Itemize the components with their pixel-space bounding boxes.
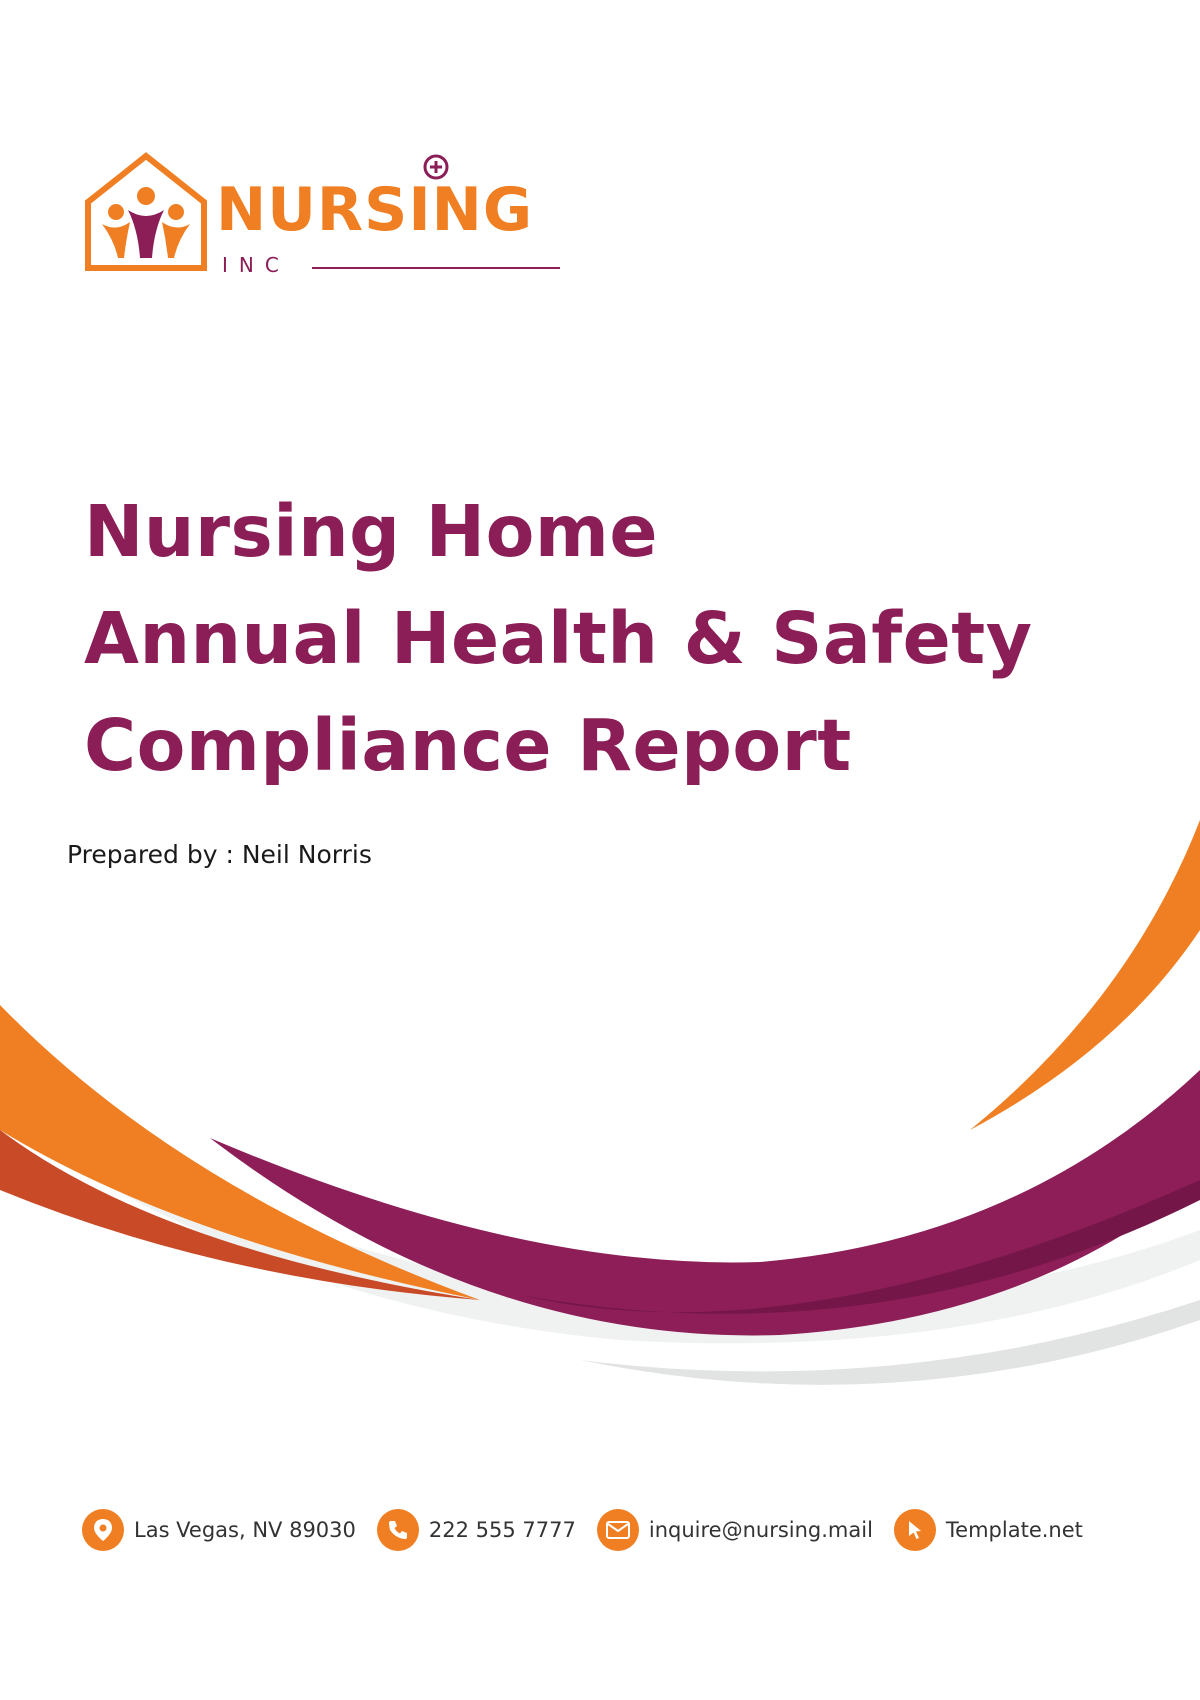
address-text: Las Vegas, NV 89030 <box>134 1518 356 1542</box>
envelope-icon <box>597 1509 639 1551</box>
title-line-2: Annual Health & Safety <box>84 597 1033 680</box>
report-title <box>84 478 1164 799</box>
logo-underline <box>312 267 560 269</box>
title-line-3: Compliance Report <box>84 704 852 787</box>
medical-plus-icon <box>422 153 450 181</box>
orange-wave-right <box>970 820 1200 1130</box>
website-link[interactable]: Template.net <box>945 1518 1083 1542</box>
company-logo <box>82 150 562 280</box>
house-family-icon <box>82 150 210 274</box>
contact-address <box>82 1509 356 1551</box>
logo-wordmark: NURSING <box>216 175 534 245</box>
contact-footer <box>82 1508 1104 1552</box>
contact-phone <box>377 1509 576 1551</box>
email-link[interactable]: inquire@nursing.mail <box>648 1518 873 1542</box>
contact-email[interactable] <box>597 1509 873 1551</box>
phone-icon <box>377 1509 419 1551</box>
contact-website[interactable] <box>894 1509 1083 1551</box>
title-line-1: Nursing Home <box>84 490 658 573</box>
decorative-waves <box>0 800 1200 1420</box>
location-pin-icon <box>82 1509 124 1551</box>
cursor-icon <box>894 1509 936 1551</box>
prepared-by: Prepared by : Neil Norris <box>67 840 372 869</box>
logo-subtitle: INC <box>222 253 290 277</box>
phone-text: 222 555 7777 <box>428 1518 576 1542</box>
